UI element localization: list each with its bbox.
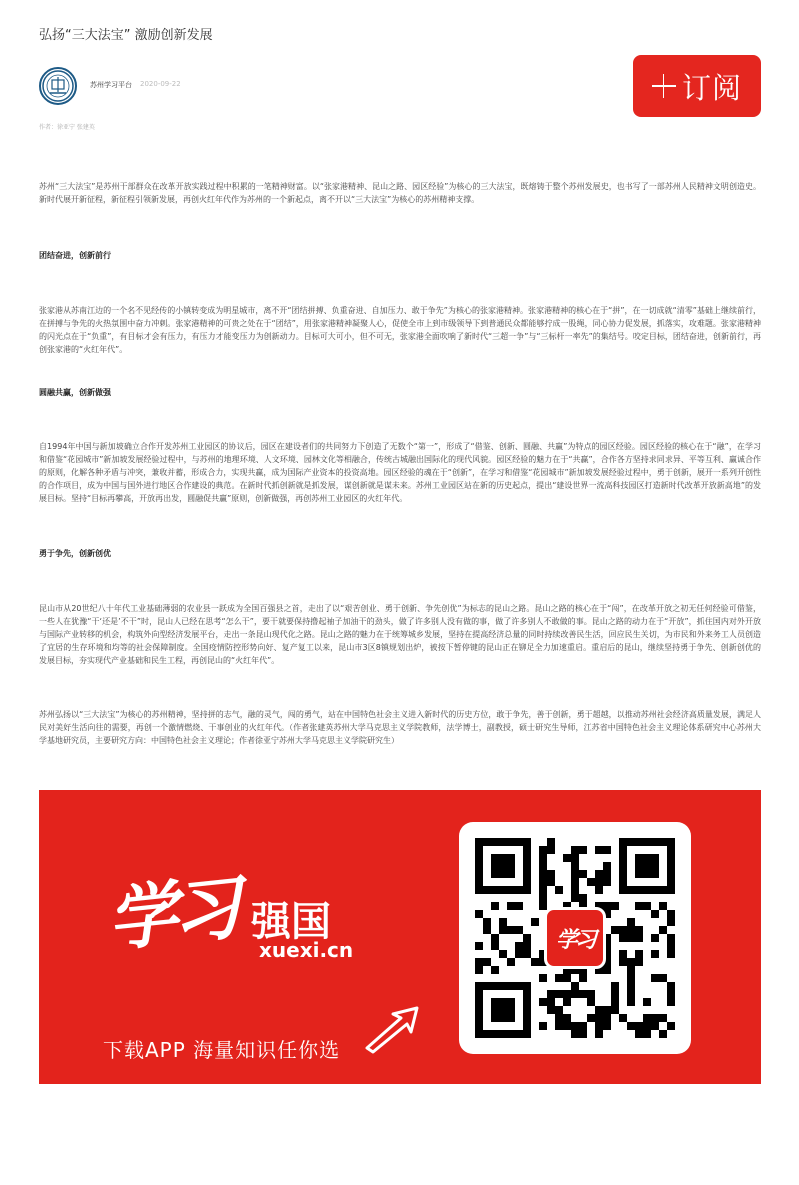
xuexi-promo-banner[interactable] <box>39 790 761 1084</box>
paragraph-zhangjiagang: 张家港从苏南江边的一个名不见经传的小镇转变成为明星城市，离不开“团结拼搏、负重奋进、自加压力、敢于争先”为核心的张家港精神。张家港精神的核心在于“拼”，在一切成就“清零”基础上继续前行，在拼搏与争先的火热氛围中奋力冲刺。张家港精神的可贵之处在于“团结”，用张家港精神凝聚人心，促使全市上到市级领导下到普通民众都能够拧成一股绳，同心协力促发展，抓落实，攻难题。张家港精神的闪光点在于“负重”，有目标才会有压力，有压力才能变压力为创新动力。目标可大可小，但不可无，张家港全面吹响了新时代“三超一争”与“三标杆一率先”的集结号。咬定目标，团结奋进，创新前行，再创张家港的“火红年代”。 <box>39 306 761 354</box>
paragraph-kunshan: 昆山市从20世纪八十年代工业基础薄弱的农业县一跃成为全国百强县之首，走出了以“艰苦创业、勇于创新、争先创优”为标志的昆山之路。昆山之路的核心在于“闯”，在改革开放之初无任何经验可借鉴，一些人在犹豫“干‘还是’不干”时，昆山人已经在思考“怎么干”，要干就要保持撸起袖子加油干的劲头，做了许多别人没有做的事，做了许多别人不敢做的事。昆山之路的动力在于“开放”，抓住国内对外开放与国际产业转移的机会，构筑外向型经济发展平台，走出一条昆山现代化之路。昆山之路的魅力在于统筹城乡发展，坚持在提高经济总量的同时持续改善民生活，回应民生关切，为市民和外来务工人员创造了宜居的生存环境和均等的社会保障制度。全国疫情防控形势向好、复产复工以来，昆山市3区8镇规划出炉，被按下暂停键的昆山正在铆足全力加速重启。重启后的昆山，继续坚持勇于争先、创新创优的发展目标，夯实现代产业基础和民生工程，再创昆山的“火红年代”。 <box>39 604 761 665</box>
download-slogan: 下载APP 海量知识任你选 <box>103 1038 341 1062</box>
publisher-avatar[interactable] <box>39 67 77 105</box>
arrow-icon <box>361 1004 423 1054</box>
section-heading-2: 圆融共赢，创新做强 <box>39 388 111 397</box>
section-heading-3: 勇于争先，创新创优 <box>39 549 111 558</box>
paragraph-conclusion: 苏州弘扬以“三大法宝”为核心的苏州精神，坚持拼的志气，融的灵气，闯的勇气，站在中国特色社会主义进入新时代的历史方位，敢于争先，善于创新，勇于超越，以推动苏州社会经济高质量发展，满足人民对美好生活向往的需要，再创一个激情燃烧、干事创业的火红年代。（作者张建英苏州大学马克思主义学院教师，法学博士，副教授，硕士研究生导师，江苏省中国特色社会主义理论体系研究中心苏州大学基地研究员，主要研究方向：中国特色社会主义理论；作者徐亚宁苏州大学马克思主义学院研究生） <box>39 710 761 745</box>
paragraph-intro: 苏州“三大法宝”是苏州干部群众在改革开放实践过程中积累的一笔精神财富。以“张家港精神、昆山之路、园区经验”为核心的三大法宝，既熔铸于整个苏州发展史，也书写了一部苏州人民精神文明创造史。新时代展开新征程，新征程引领新发展，再创火红年代作为苏州的一个新起点，离不开以“三大法宝”为核心的苏州精神支撑。 <box>39 182 761 204</box>
plus-icon <box>652 74 676 98</box>
xuexi-app-icon: 学习 <box>544 907 606 969</box>
publish-date: 2020-09-22 <box>140 80 181 88</box>
author-line: 作者：徐亚宁 张建英 <box>39 124 95 131</box>
section-heading-1: 团结奋进，创新前行 <box>39 251 111 260</box>
subscribe-label: 订阅 <box>681 70 742 105</box>
xuexi-logo-text: 强国 <box>251 899 331 945</box>
subscribe-button[interactable] <box>633 55 761 117</box>
article-title: 弘扬“三大法宝” 激励创新发展 <box>39 28 213 43</box>
publisher-name[interactable]: 苏州学习平台 <box>90 81 132 89</box>
qr-code-card[interactable] <box>459 822 691 1054</box>
xuexi-domain: xuexi.cn <box>259 938 354 962</box>
xuexi-calligraphy-logo: 学习 <box>103 865 240 962</box>
publisher-emblem-icon <box>41 69 75 103</box>
paragraph-industrial-park: 自1994年中国与新加坡确立合作开发苏州工业园区的协议后，园区在建设者们的共同努力下创造了无数个“第一”，形成了“借鉴、创新、圆融、共赢”为特点的园区经验。园区经验的核心在于“融”，在学习和借鉴“花园城市”新加坡发展经验过程中，与苏州的地理环境、人文环境、园林文化等相融合，传统古城融出国际化的现代风貌。园区经验的魅力在于“共赢”，合作各方坚持求同求异、平等互利、赢诚合作的原则，化解各种矛盾与冲突，兼收并蓄，形成合力，实现共赢，成为国际产业资本的投资高地。园区经验的魂在于“创新”，在学习和借鉴“花园城市”新加坡发展经验过程中，勇于创新，展开一系列开创性的合作项目，成为中国与国外进行地区合作建设的典范。在新时代抓创新就是抓发展，谋创新就是谋未来。苏州工业园区站在新的历史起点，提出“建设世界一流高科技园区打造新时代改革开放新高地”的发展目标。坚持“目标再攀高，开放再出发，圆融促共赢”原则，创新做强，再创苏州工业园区的火红年代。 <box>39 442 761 503</box>
